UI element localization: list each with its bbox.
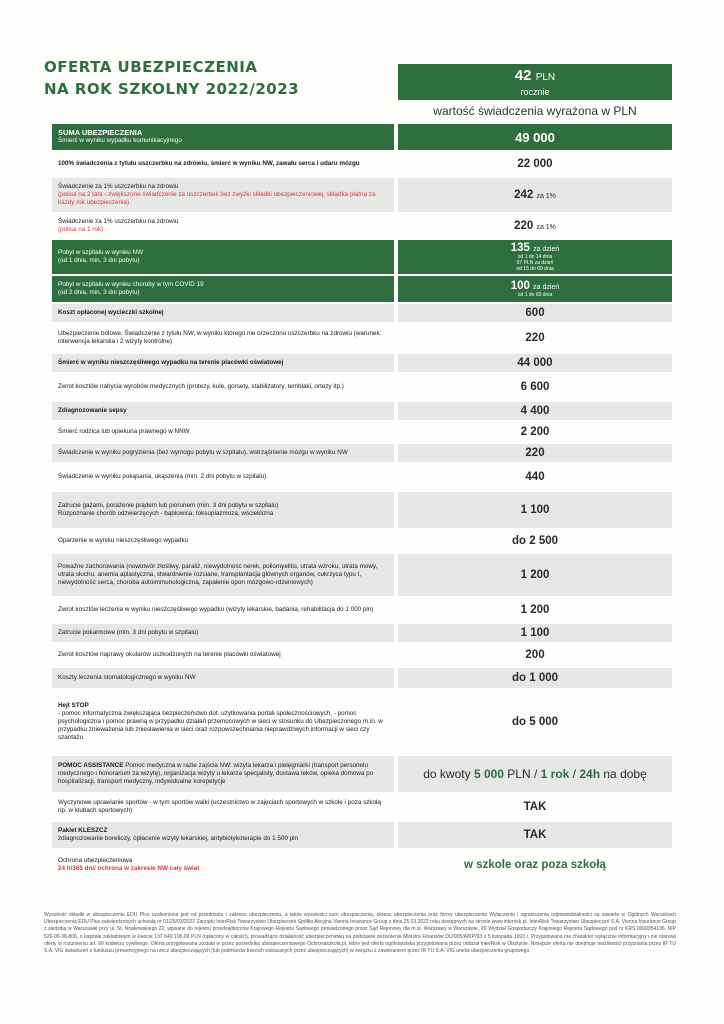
row-value: 100: [510, 280, 530, 292]
sum-title: SUMA UBEZPIECZENIA: [58, 128, 143, 137]
row-value: 1 200: [520, 604, 550, 616]
row-value: 200: [525, 649, 545, 661]
row-value: 44 000: [398, 354, 672, 372]
row-tiny: od 15 do 60 dnia: [516, 266, 554, 272]
row-desc: Zdiagnozowanie sepsy: [58, 407, 127, 414]
price-unit: PLN: [535, 72, 556, 83]
row-desc: Pomoc medyczna w razie zajścia NW: wizyta lekarza i pielęgniarki (transport personelu medycznego i honorarium za wizytę), organizacja wizyty u lekarza specjalisty, dostawa leków, opieka domowa po hospitalizacji, transport medyczny, indywidualne korepetycje: [58, 762, 374, 785]
table-row: [52, 624, 672, 642]
table-row: [52, 644, 672, 666]
table-row: [52, 598, 672, 622]
value-caption: wartość świadczenia wyrażona w PLN: [433, 104, 637, 118]
table-row: [52, 422, 672, 442]
table-row: [52, 668, 672, 688]
row-title: POMOC ASSISTANCE: [58, 762, 124, 769]
row-sub: (od 1 dnia, min. 3 dni pobytu): [58, 257, 140, 264]
title-line-2: NA ROK SZKOLNY 2022/2023: [44, 80, 300, 98]
row-desc: Zatrucie pokarmowe (min. 3 dni pobytu w szpitalu): [52, 624, 394, 642]
row-suffix: za dzień: [533, 246, 560, 253]
row-desc: Wyczynowe uprawianie sportów - w tym sportów walki (uczestnictwo w zajęciach sportowych w szkole i poza szkołą np. w klubach sportowych): [58, 799, 381, 814]
price-amount: 42: [514, 67, 532, 84]
table-row: [52, 756, 672, 792]
row-title: Pakiet KLESZCZ: [58, 827, 108, 834]
row-value: 4 400: [398, 402, 672, 420]
table-row: [52, 214, 672, 238]
price-box: [398, 64, 672, 100]
row-desc: Ochrona ubezpieczeniowa: [58, 857, 133, 864]
table-row: [52, 178, 672, 212]
row-desc: Zwrot kosztów nabycia wyrobów medycznych (protezy, kule, gorsety, stabilizatory, temblaki, ortezy itp.): [58, 383, 344, 390]
table-row: [52, 530, 672, 552]
row-desc: Świadczenie za 1% uszczerbku na zdrowiu: [58, 183, 179, 190]
table-row: [52, 794, 672, 820]
row-desc: - pomoc informatyczna zwiększająca bezpieczeństwo dot. użytkowania portali społecznościowych, - pomoc psychologiczna i pomoc prawną w przypadku działań przemocowych w sieci w stosunku do Ubezpieczonego m.in. w przypadku znieważenia lub zniesławienia w sieci oraz rozpowszechniania nieprawdziwych informacji w sieci czy szantażu: [58, 710, 383, 741]
row-desc: Pobyt w szpitalu w wyniku choroby w tym COVID 19: [58, 281, 204, 288]
row-note: 24 h/365 dni/ ochrona w zakresie NW cały świat: [58, 865, 200, 872]
row-value: 2 200: [520, 426, 550, 438]
row-value: 6 600: [520, 381, 550, 393]
row-suffix: za dzień: [533, 284, 560, 291]
row-tiny: od 1 do 60 dnia: [517, 292, 553, 298]
row-desc: Ubezpieczenie bólowe. Świadczenie z tytułu NW, w wyniku którego nie orzeczono uszczerbku na zdrowiu (warunek: interwencja lekarska i 2 wizyty kontrolne): [58, 330, 382, 345]
row-desc: Śmierć rodzica lub opiekuna prawnego w NNW: [58, 428, 190, 435]
row-desc: 100% świadczenia z tytułu uszczerbku na zdrowiu, śmierć w wyniku NW, zawału serca i udaru mózgu: [58, 160, 360, 167]
page-title: [44, 56, 299, 100]
table-row: [52, 690, 672, 754]
title-line-1: OFERTA UBEZPIECZENIA: [44, 58, 258, 76]
row-value: TAK: [523, 801, 547, 813]
row-desc: Świadczenie w wyniku pokąsania, ukąszenia (min. 2 dni pobytu w szpitalu): [58, 473, 267, 480]
row-value: 242: [514, 189, 534, 201]
row-value: 600: [398, 304, 672, 322]
table-row: [52, 464, 672, 490]
row-value: do 1 000: [398, 668, 672, 688]
table-row: [52, 822, 672, 848]
row-desc: Świadczenie w wyniku pogryzienia (bez wymogu pobytu w szpitalu), wstrząśnienie mózgu w wyniku NW: [52, 444, 394, 462]
row-desc: Śmierć w wyniku wypadku komunikacyjnego: [58, 137, 182, 144]
table-row: [52, 240, 672, 274]
row-desc-2: Rozpoznanie chorób odzwierzęcych - bąblowica, toksoplazmoza, wścieklizna: [58, 510, 274, 517]
row-title: Hejt STOP: [58, 702, 89, 709]
value-part: /: [569, 767, 580, 781]
row-desc: Zatrucie gazami, porażenie prądem lub piorunem (min. 3 dni pobytu w szpitalu): [58, 502, 279, 509]
table-row: [52, 304, 672, 322]
row-value: do 2 500: [511, 535, 559, 547]
value-amount: 5 000: [473, 767, 504, 781]
legal-footer: Wysokość składki w ubezpieczeniu EDU Plus uzależniona jest od przedmiotu i zakresu ubezpieczenia, a także wysokości sum ubezpieczenia, okresu ubezpieczenia oraz formy ubezpieczenia Wyłączenia i ograniczenia odpowiedzialności są zawarte w Ogólnych Warunkach Ubezpieczenia EDU Plus zatwierdzonych uchwałą nr 01/25/03/2022 Zarządu InterRisk Towarzystwo Ubezpieczeń Spółka Akcyjna Vienna Insurance Group z dnia 25.03.2022 roku dostępnych na stronie www.interrisk.pl. InterRisk Towarzystwo Ubezpieczeń S.A. Vienna Insurance Group z siedzibą w Warszawie przy ul. St. Noakowskiego 22, wpisane do rejestru przedsiębiorców Krajowego Rejestru Sądowego prowadzonego przez Sąd Rejonowy dla m.st. Warszawy w Warszawie, XII Wydział Gospodarczy Krajowego Rejestru Sądowego pod nr KRS 0000054136, NIP 526-00-38-806, o kapitale zakładowym w kwocie 137 640 100,00 PLN (opłacony w całości), prowadzące działalność ubezpieczeniową na podstawie zezwolenia Ministra Finansów DU/905/A/KP/93 z 5 listopada 1993 r. Przygotowana ma charakter wyłącznie informacyjny i nie stanowi oferty w rozumieniu art. 66 kodeksu cywilnego. Oferta przygotowana została w przez pośrednika ubezpieczeniowego Ochronaszkola.pl, które jest oferta ogólnopolska przygotowana przez oddział InterRisk w Olsztynie. Niniejsze oferta nie obejmuje możliwości przyznania przez IR TU S.A. VIG świadczeń z funduszu prewencyjnego na rzecz ubezpieczających (lub podmiotów trzecich wskazanych przez ubezpieczających) w związku z zawieraniem przez IR TU S.A. VIG umów ubezpieczenia grupowego.: [44, 912, 676, 955]
row-desc: Koszty leczenia stomatologicznego w wyniku NW: [52, 668, 394, 688]
table-row: [52, 324, 672, 352]
row-desc: Zwrot kosztów leczenia w wyniku nieszczęśliwego wypadku (wizyty lekarskie, badania, rehabilitacja do 1 000 pln): [58, 606, 374, 613]
table-row: [52, 152, 672, 176]
value-part: do kwoty: [423, 767, 474, 781]
row-value: 1 200: [398, 554, 672, 596]
benefits-table: [52, 122, 672, 882]
table-row: [52, 492, 672, 528]
row-suffix: za 1%: [536, 224, 556, 231]
row-desc: Poważne zachorowania (nowotwór złośliwy, paraliż, niewydolność nerek, poliomyelitis, utrata wzroku, utrata mowy, utrata słuchu, anemia aplastyczna, stwardnienie rozsiane, transplantacja głównych organów, cukrzyca typu I, niewydolność serca, choroba autoimmunologiczna, zapalenie opon mózgowo-rdzeniowych): [52, 554, 394, 596]
value-hours: 24h: [579, 767, 601, 781]
row-desc: Zwrot kosztów naprawy okularów uszkodzonych na terenie placówki oświatowej: [58, 651, 281, 658]
row-value: 1 100: [398, 624, 672, 642]
table-row: [52, 402, 672, 420]
value-part: PLN /: [503, 767, 541, 781]
row-sub: (od 2 dnia, min. 3 dni pobytu): [58, 289, 140, 296]
row-value: 22 000: [517, 158, 553, 170]
row-desc: Świadczenie za 1% uszczerbku na zdrowiu: [58, 218, 179, 225]
price-period: rocznie: [520, 87, 550, 97]
row-desc: Pobyt w szpitalu w wyniku NW: [58, 249, 144, 256]
row-value: 135: [510, 242, 530, 254]
table-row: [52, 124, 672, 150]
value-period: 1 rok: [540, 767, 570, 781]
row-value: [398, 756, 672, 792]
row-value: w szkole oraz poza szkołą: [464, 859, 606, 871]
row-value: 440: [525, 471, 545, 483]
value-part: na dobę: [600, 767, 647, 781]
row-tiny: 97 PLN za dzień: [516, 260, 554, 266]
table-row: [52, 444, 672, 462]
row-value: TAK: [398, 822, 672, 848]
row-suffix: za 1%: [536, 193, 556, 200]
row-desc: Śmierć w wyniku nieszczęśliwego wypadku na terenie placówki oświatowej: [58, 359, 284, 366]
row-value: 220: [398, 444, 672, 462]
row-value: 220: [514, 220, 534, 232]
table-row: [52, 554, 672, 596]
row-tiny: od 1 do 14 dnia: [517, 254, 553, 260]
row-desc: Oparzenie w wyniku nieszczęśliwego wypadku: [58, 537, 189, 544]
table-row: [52, 276, 672, 302]
table-row: [52, 354, 672, 372]
table-row: [52, 850, 672, 880]
table-row: [52, 374, 672, 400]
row-note: (polisa na 2 lata - zwiększone świadczenie za uszczerbek bez zwyżki składki ubezpieczeniowej, składka płatna za każdy rok ubezpieczenia): [58, 191, 376, 206]
row-desc: zdiagnozowanie boreliozy, opłacenie wizyty lekarskiej, antybiotykoterapie do 1 500 pln: [58, 835, 299, 842]
row-value: 1 100: [398, 492, 672, 528]
row-note: (polisa na 1 rok): [58, 226, 104, 233]
row-desc: Koszt opłaconej wycieczki szkolnej: [58, 309, 164, 316]
row-value: do 5 000: [511, 716, 559, 728]
row-value: 49 000: [398, 124, 672, 150]
row-value: 220: [525, 332, 545, 344]
